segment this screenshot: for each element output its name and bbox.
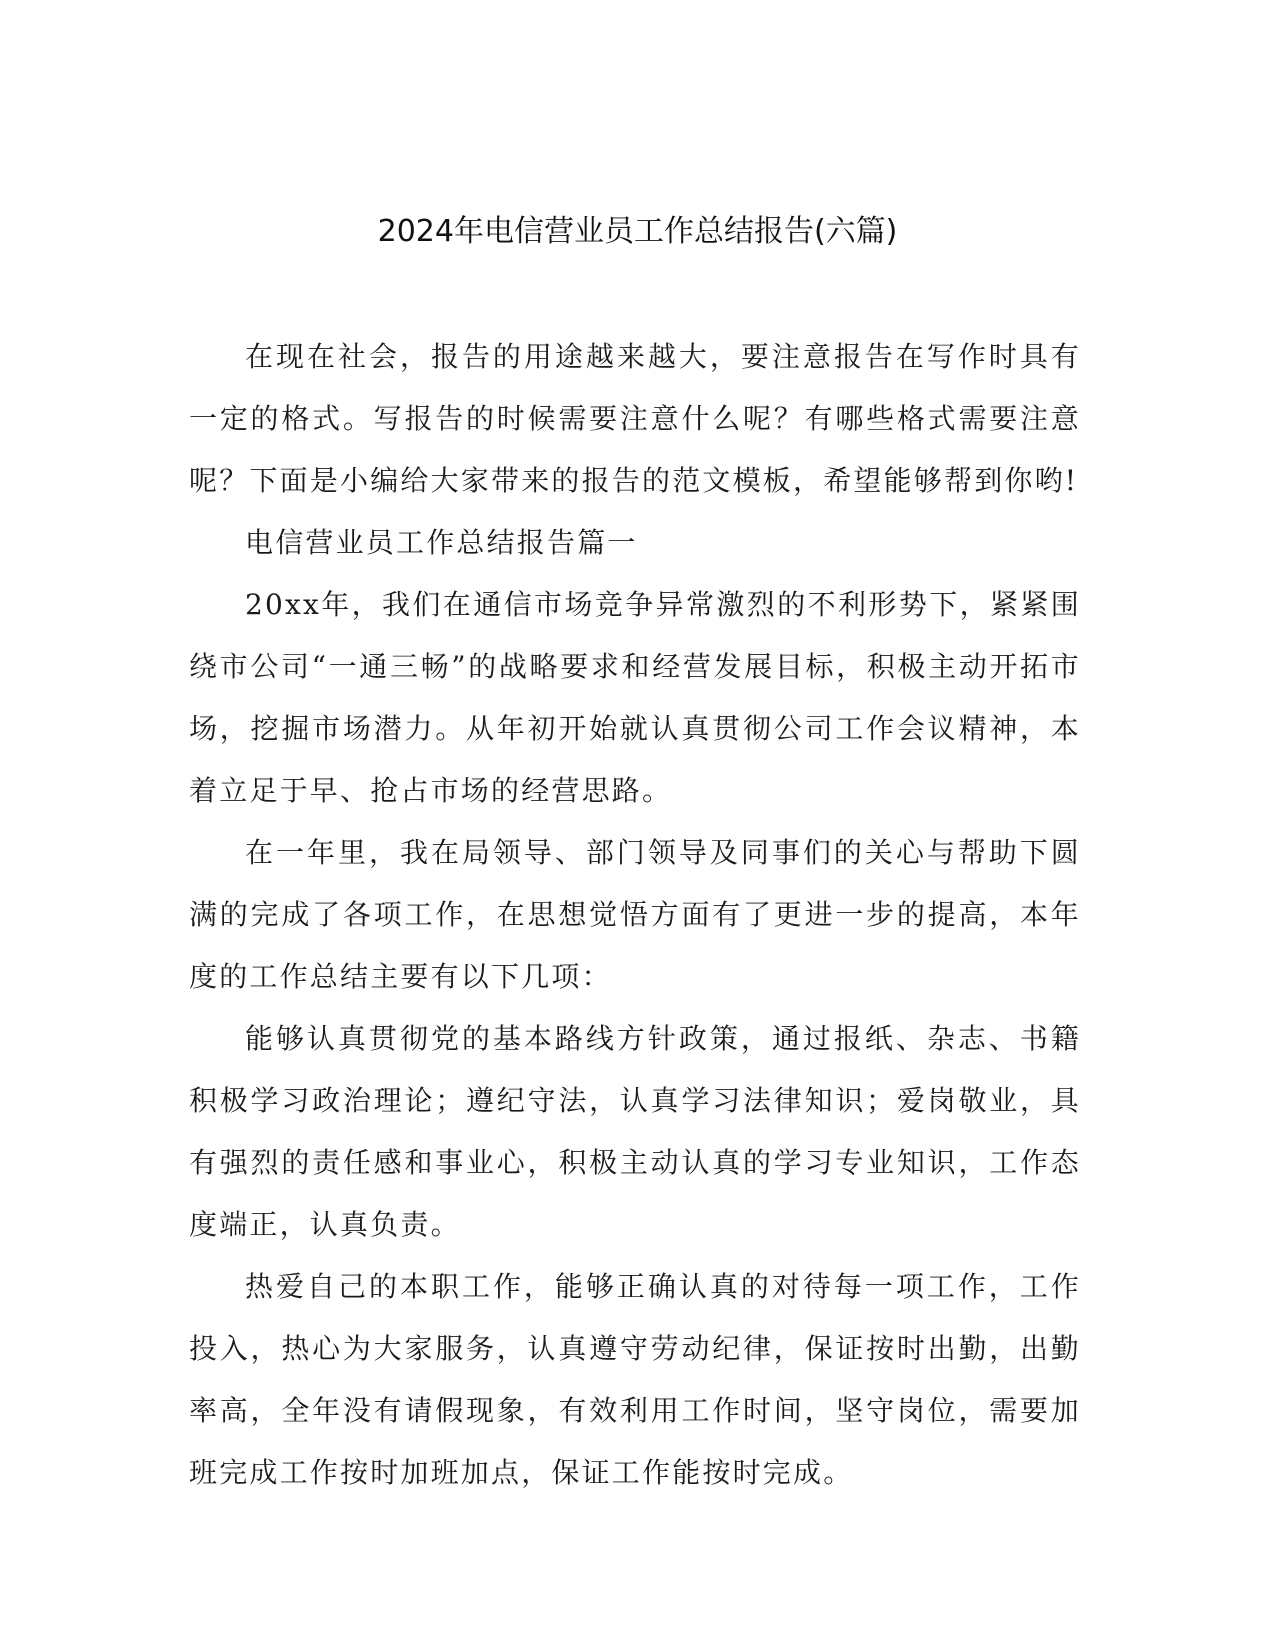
paragraph: 在一年里，我在局领导、部门领导及同事们的关心与帮助下圆满的完成了各项工作，在思想觉悟方面有了更进一步的提高，本年度的工作总结主要有以下几项： bbox=[189, 836, 1081, 993]
paragraph: 热爱自己的本职工作，能够正确认真的对待每一项工作，工作投入，热心为大家服务，认真遵守劳动纪律，保证按时出勤，出勤率高，全年没有请假现象，有效利用工作时间，坚守岗位，需要加班完成工作按时加班加点，保证工作能按时完成。 bbox=[189, 1270, 1081, 1489]
paragraph-intro: 在现在社会，报告的用途越来越大，要注意报告在写作时具有一定的格式。写报告的时候需要注意什么呢？有哪些格式需要注意呢？下面是小编给大家带来的报告的范文模板，希望能够帮到你哟! bbox=[189, 340, 1081, 497]
document-body bbox=[189, 326, 1081, 1504]
paragraph: 20xx年，我们在通信市场竞争异常激烈的不利形势下，紧紧围绕市公司“一通三畅”的战略要求和经营发展目标，积极主动开拓市场，挖掘市场潜力。从年初开始就认真贯彻公司工作会议精神，本着立足于早、抢占市场的经营思路。 bbox=[189, 588, 1081, 807]
paragraph: 能够认真贯彻党的基本路线方针政策，通过报纸、杂志、书籍积极学习政治理论；遵纪守法，认真学习法律知识；爱岗敬业，具有强烈的责任感和事业心，积极主动认真的学习专业知识，工作态度端正，认真负责。 bbox=[189, 1022, 1081, 1241]
section-heading: 电信营业员工作总结报告篇一 bbox=[245, 526, 638, 559]
document-title: 2024年电信营业员工作总结报告(六篇) bbox=[377, 214, 898, 249]
